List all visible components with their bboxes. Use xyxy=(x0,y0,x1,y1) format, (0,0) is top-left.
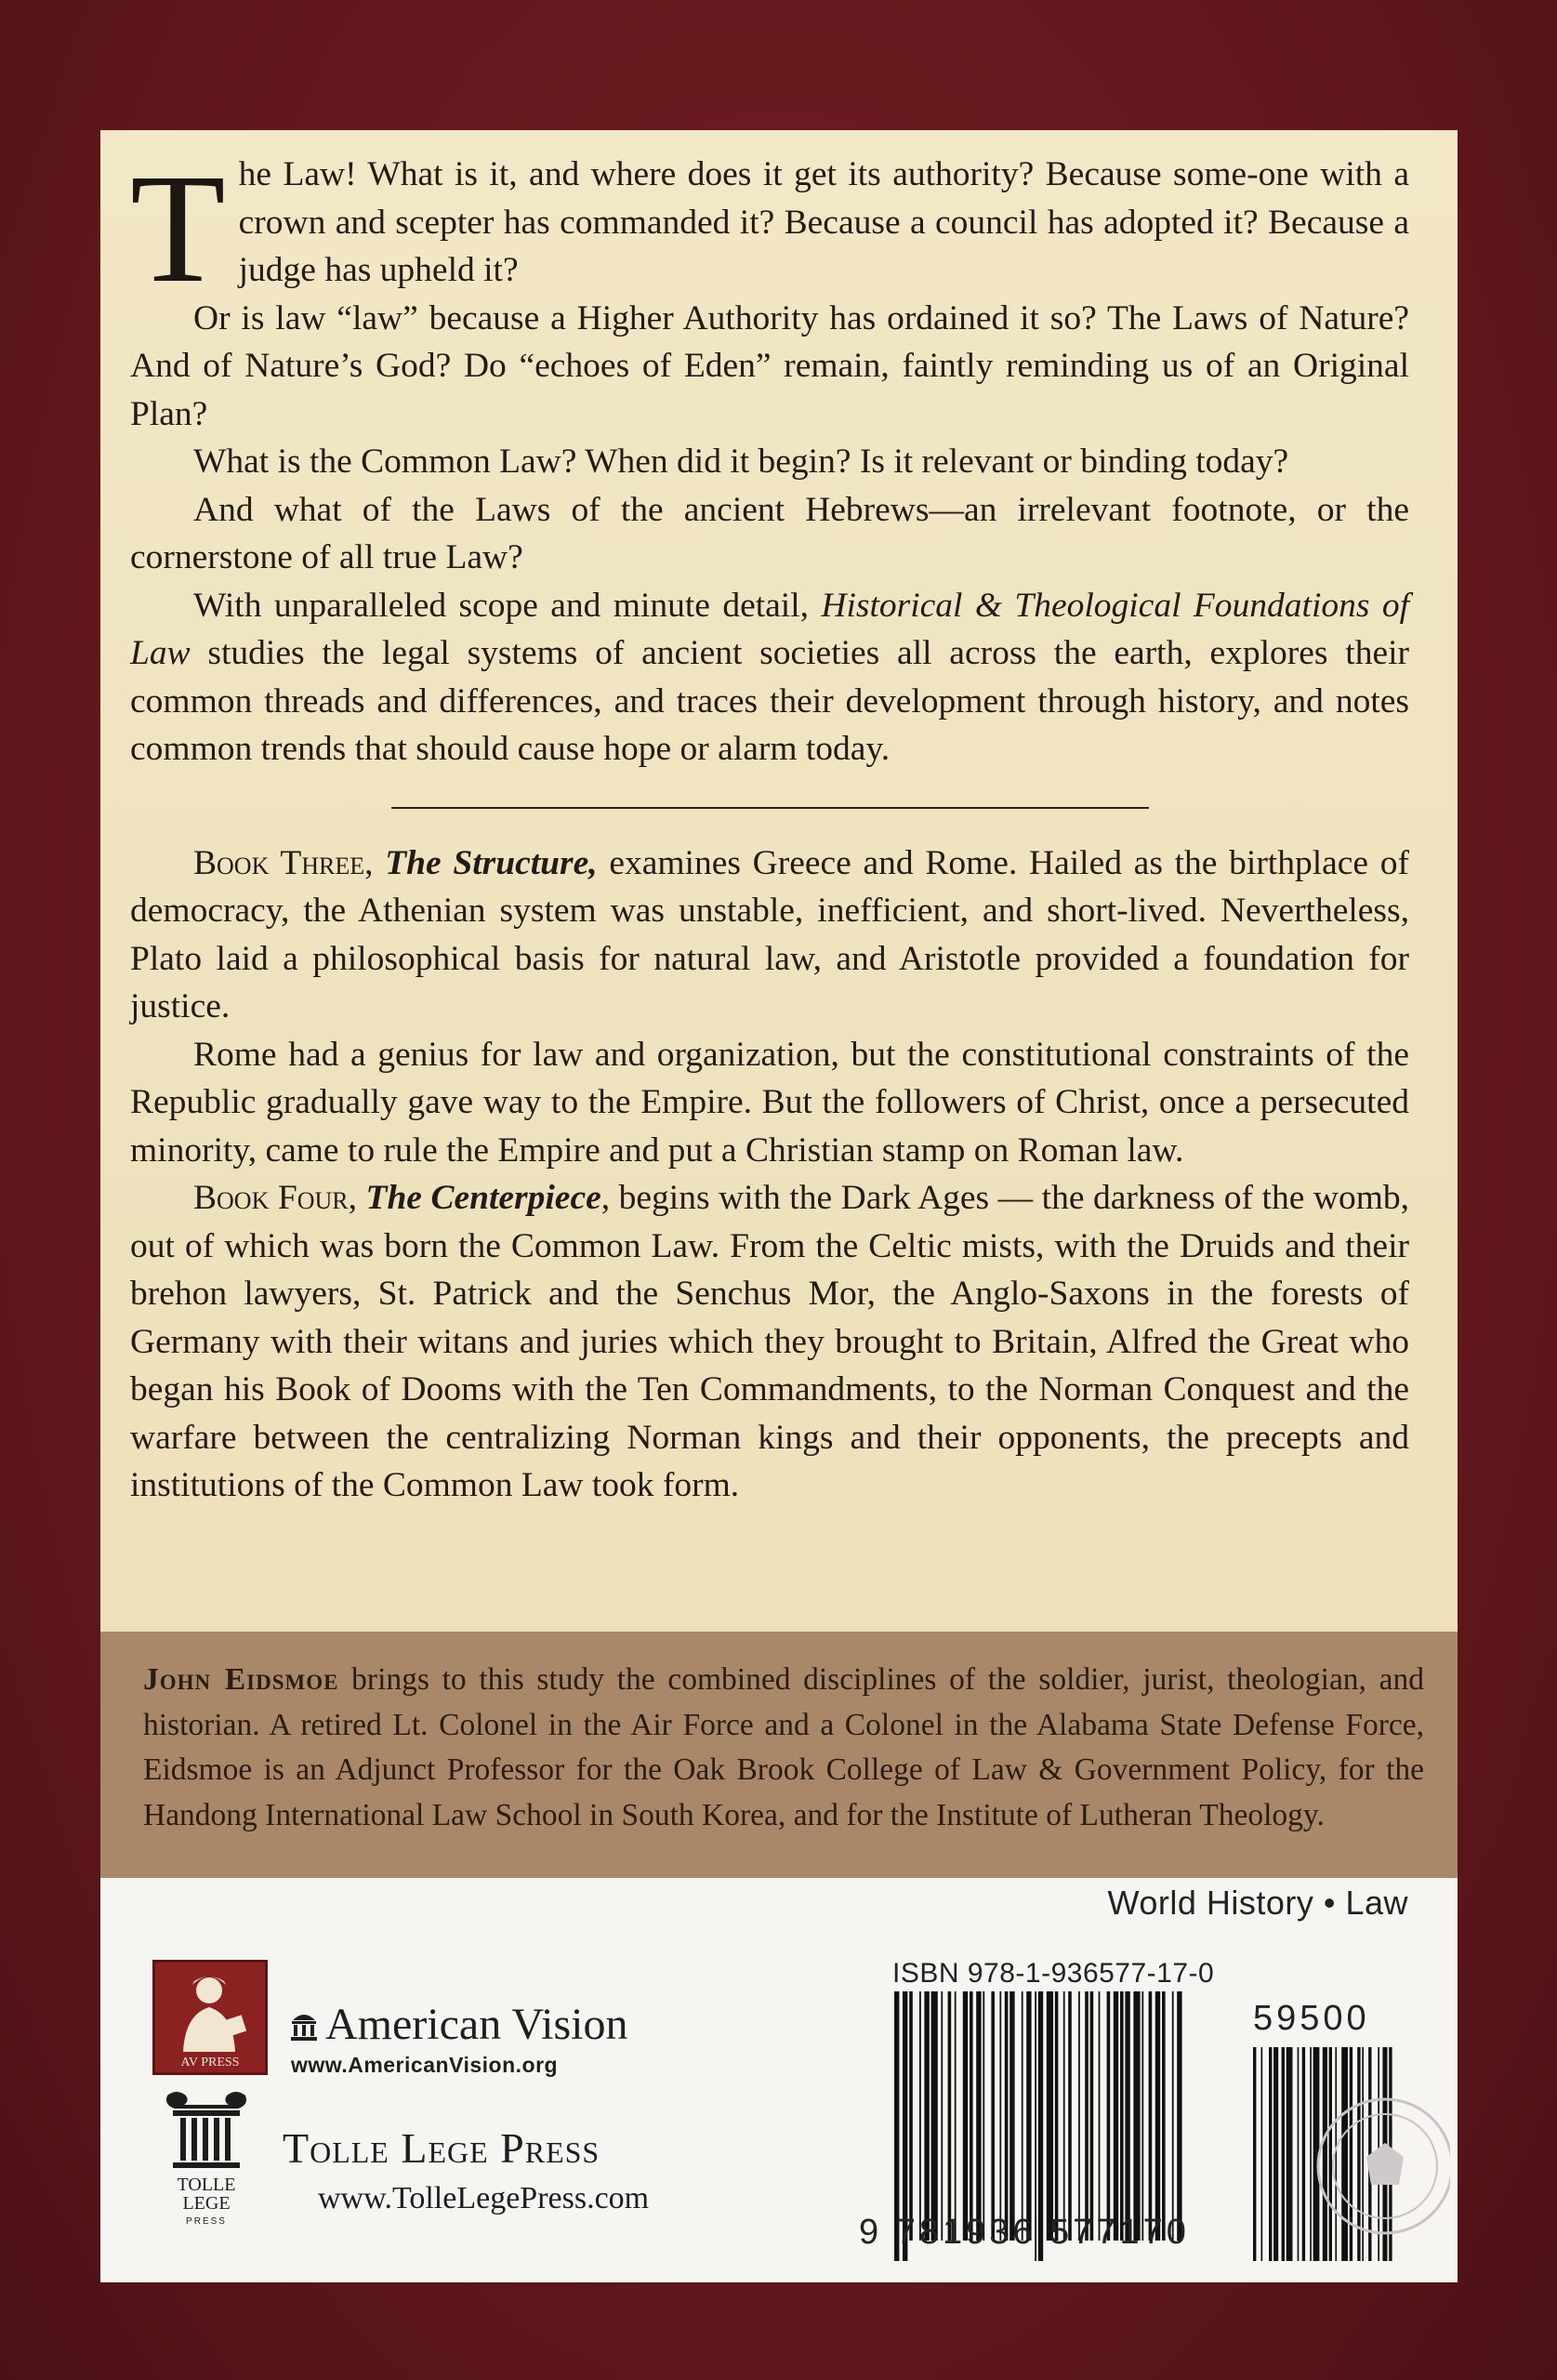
barcode-bar xyxy=(909,1991,913,2241)
back-cover-panel xyxy=(100,130,1458,2282)
american-vision-name: American Vision xyxy=(325,2000,628,2049)
tolle-lege-name: Tolle Lege Press xyxy=(283,2124,600,2172)
barcode-bar xyxy=(1022,1991,1023,2241)
book-four-text: , begins with the Dark Ages — the darkness of the womb, out of which was born the Common Law. From the Celtic mists, with the Druids and their brehon lawyers, St. Patrick and the Senchus Mor, the Anglo-Saxons in the forests of Germany with their witans and juries which they brought to Britain, Alfred the Great who began his Book of Dooms with the Ten Commandments, to the Norman Conquest and the warfare between the centralizing Norman kings and their opponents, the precepts and institutions of the Common Law took form. xyxy=(130,1179,1409,1504)
barcode-bar xyxy=(1125,1991,1129,2241)
american-vision-url: www.AmericanVision.org xyxy=(291,2053,559,2077)
barcode-bar xyxy=(999,1991,1001,2241)
paragraph-book-four xyxy=(130,1174,1409,1510)
price-code: 59500 xyxy=(1253,1999,1370,2038)
barcode-bar xyxy=(931,1991,938,2241)
intro-paragraph xyxy=(130,142,1409,315)
publisher-footer xyxy=(100,1878,1458,2282)
av-press-badge-text: AV PRESS xyxy=(180,2056,240,2069)
american-vision-brand xyxy=(290,1999,628,2052)
barcode-bar xyxy=(1085,1991,1089,2241)
barcode-addon-bar xyxy=(1282,2047,1285,2261)
author-name: John Eidsmoe xyxy=(143,1662,339,1697)
barcode-bar xyxy=(1155,1991,1160,2241)
tolle-lege-url: www.TolleLegePress.com xyxy=(318,2181,650,2215)
barcode-bar xyxy=(1005,1991,1009,2241)
book-three-text: examines Greece and Rome. Hailed as the birthplace of democracy, the Athenian system was unstable, inefficient, and short-lived. Nevertheless, Plato laid a philosophical basis for natural law, and Aristotle provided a foundation for justice. xyxy=(130,843,1410,1025)
barcode-addon-bar xyxy=(1253,2047,1256,2261)
scope-text-b: studies the legal systems of ancient societies all across the earth, explores their common threads and differences, and traces their development through history, and notes common trends that should cause hope or alarm today. xyxy=(130,634,1409,768)
paragraph-hebrews: And what of the Laws of the ancient Hebrews—an irrelevant footnote, or the cornerstone of all true Law? xyxy=(130,490,1409,576)
barcode-bar xyxy=(955,1991,957,2241)
barcode-bar xyxy=(1055,1991,1059,2241)
barcode-bar xyxy=(991,1991,995,2241)
barcode-bar xyxy=(1162,1991,1166,2241)
barcode-bar xyxy=(1068,1991,1072,2241)
book-three-label: Book Three, xyxy=(193,843,374,882)
barcode-bar xyxy=(1177,1991,1181,2241)
barcode-bar xyxy=(924,1991,929,2241)
author-bio xyxy=(143,1658,1424,1838)
book-four-label: Book Four, xyxy=(193,1179,357,1217)
av-press-figure-icon xyxy=(155,1963,265,2072)
barcode-number: 9 781936 577170 xyxy=(859,2213,1190,2252)
barcode-addon-bar xyxy=(1287,2047,1293,2261)
gift-stamp-watermark xyxy=(1311,2092,1450,2241)
barcode-bar xyxy=(1047,1991,1053,2241)
drop-cap: T xyxy=(130,142,226,315)
isbn-label: ISBN 978-1-936577-17-0 xyxy=(892,1958,1215,1989)
barcode-bar xyxy=(983,1991,984,2241)
lege-badge-text: LEGE xyxy=(182,2193,231,2214)
barcode-addon-bar xyxy=(1261,2047,1263,2261)
barcode-bar xyxy=(919,1991,921,2241)
press-badge-text: PRESS xyxy=(186,2216,227,2227)
tolle-badge-text: TOLLE xyxy=(177,2175,236,2195)
barcode-addon-bar xyxy=(1298,2047,1300,2261)
book-four-title: The Centerpiece xyxy=(365,1179,601,1217)
barcode-bar xyxy=(1078,1991,1080,2241)
barcode-bar xyxy=(1149,1991,1153,2241)
barcode-bar xyxy=(1114,1991,1118,2241)
scope-text-a: With unparalleled scope and minute detail, xyxy=(193,586,822,625)
intro-text: he Law! What is it, and where does it get its authority? Because some-one with a crown and scepter has commanded it? Because a council has adopted it? Because a judge has upheld it? xyxy=(238,155,1409,289)
ionic-column-icon xyxy=(162,2088,251,2228)
barcode-bar xyxy=(1172,1991,1174,2241)
category-label: World History • Law xyxy=(1107,1884,1408,1922)
barcode-bar xyxy=(1133,1991,1140,2241)
barcode-addon-bar xyxy=(1302,2047,1305,2261)
barcode-bar xyxy=(1090,1991,1094,2241)
barcode-bar xyxy=(1141,1991,1143,2241)
barcode-bar xyxy=(970,1991,973,2241)
barcode-addon-bar xyxy=(1273,2047,1278,2261)
barcode-bar xyxy=(948,1991,952,2241)
barcode-bar xyxy=(1009,1991,1014,2241)
section-divider xyxy=(391,807,1149,809)
barcode-bar xyxy=(1120,1991,1124,2241)
barcode-bar xyxy=(941,1991,943,2241)
paragraph-common-law: What is the Common Law? When did it begin? Is it relevant or binding today? xyxy=(193,443,1289,481)
barcode-bar xyxy=(1026,1991,1031,2241)
paragraph-book-three xyxy=(130,840,1409,1031)
capitol-icon xyxy=(290,2001,318,2052)
av-press-logo xyxy=(152,1960,268,2075)
barcode-addon-bar xyxy=(1269,2047,1272,2261)
paragraph-higher-authority: Or is law “law” because a Higher Authority has ordained it so? The Laws of Nature? And of Nature’s God? Do “echoes of Eden” remain, faintly reminding us of an Original Plan? xyxy=(130,298,1409,433)
barcode-bar xyxy=(1063,1991,1065,2241)
barcode-bar xyxy=(963,1991,968,2241)
tolle-lege-logo xyxy=(162,2088,251,2232)
author-bio-text: brings to this study the combined disciplines of the soldier, jurist, theologian, and historian. A retired Lt. Colonel in the Air Force and a Colonel in the Alabama State Defense Force, Eidsmoe is an Adjunct Professor for the Oak Brook College of Law & Government Policy, for the Handong International Law School in South Korea, and for the Institute of Lutheran Theology. xyxy=(143,1662,1424,1832)
description-section xyxy=(100,130,1458,1632)
barcode-bar xyxy=(1099,1991,1101,2241)
barcode-bar xyxy=(1107,1991,1111,2241)
book-three-title: The Structure, xyxy=(385,843,598,882)
author-bio-band xyxy=(100,1632,1458,1878)
barcode-bar xyxy=(976,1991,981,2241)
paragraph-scope xyxy=(130,582,1409,774)
paragraph-rome: Rome had a genius for law and organization, but the constitutional constraints of the Republic gradually gave way to the Empire. But the followers of Christ, once a persecuted minority, came to rule the Empire and put a Christian stamp on Roman law. xyxy=(130,1035,1409,1170)
book-title-italic: Historical & Theological Foundations of Law xyxy=(130,586,1409,672)
